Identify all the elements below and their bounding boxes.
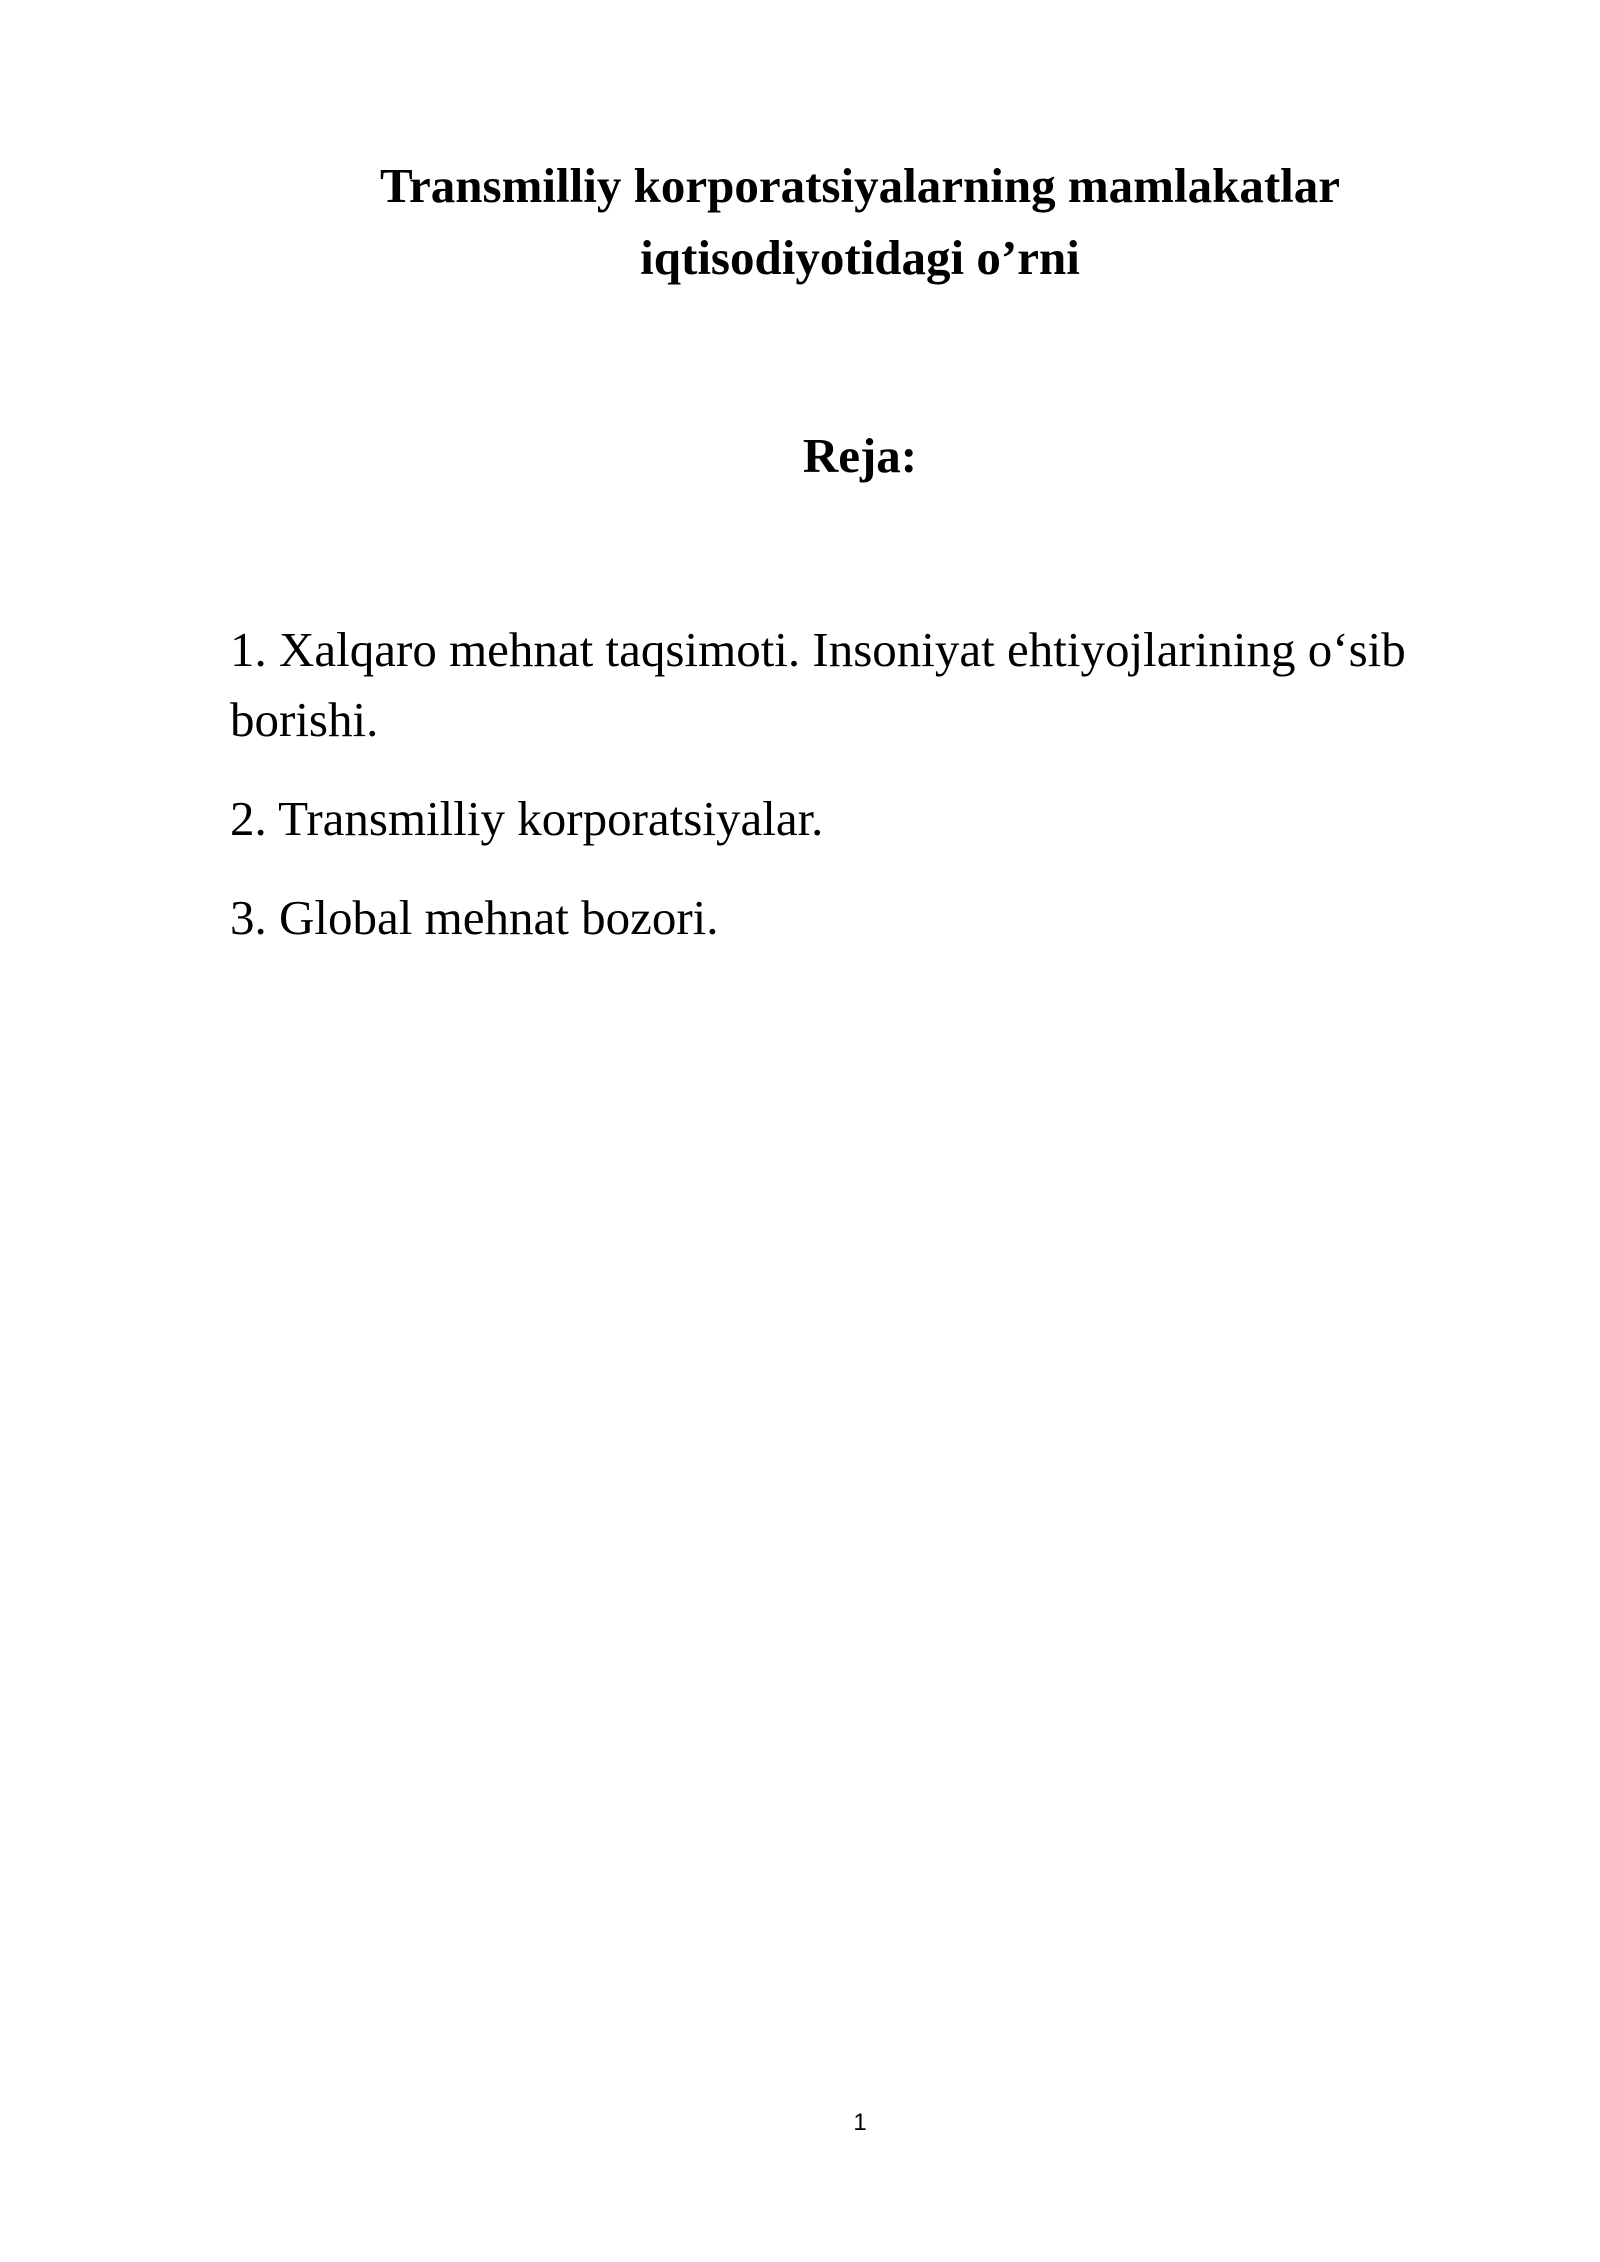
plan-item: 3. Global mehnat bozori. [230, 890, 719, 945]
document-title: Transmilliy korporatsiyalarning mamlakatlar iqtisodiyotidagi o’rni [379, 158, 1341, 285]
plan-list [230, 615, 1450, 982]
plan-item: 1. Xalqaro mehnat taqsimoti. Insoniyat ehtiyojlarining o‘sib borishi. [230, 622, 1406, 747]
plan-heading: Reja: [802, 428, 918, 483]
page-number: 1 [853, 2109, 867, 2136]
plan-item: 2. Transmilliy korporatsiyalar. [230, 791, 824, 846]
